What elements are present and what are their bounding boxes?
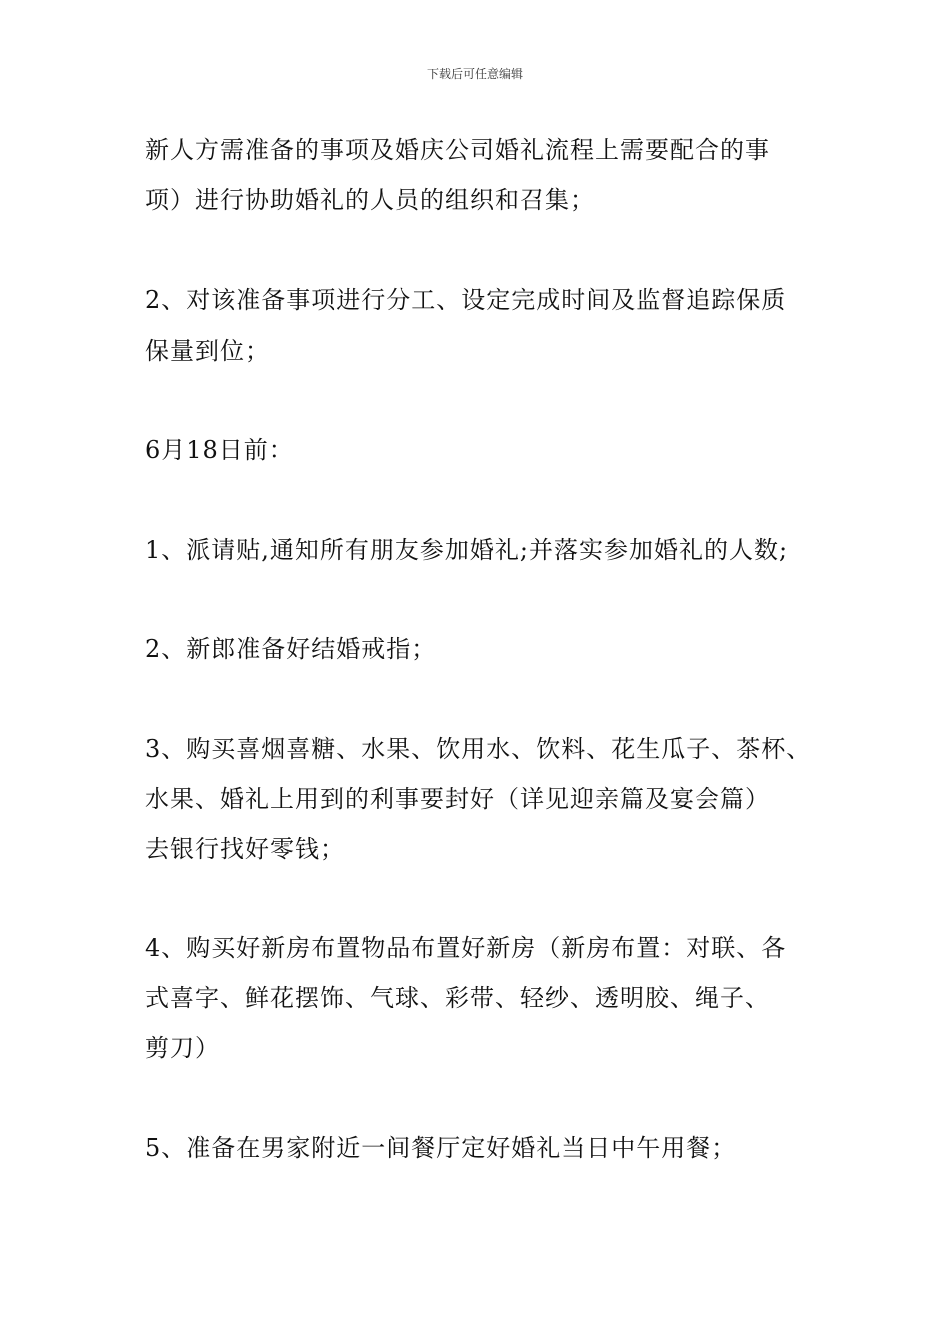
- paragraph-1-line-1: 新人方需准备的事项及婚庆公司婚礼流程上需要配合的事: [145, 136, 770, 164]
- paragraph-6-line-3: 去银行找好零钱；: [145, 835, 345, 863]
- paragraph-4-line-1: 1、派请贴,通知所有朋友参加婚礼;并落实参加婚礼的人数;: [145, 536, 789, 564]
- page-header: 下载后可任意编辑: [426, 67, 523, 81]
- paragraph-3-line-1: 6月18日前：: [145, 436, 294, 464]
- paragraph-6-line-1: 3、购买喜烟喜糖、水果、饮用水、饮料、花生瓜子、茶杯、: [145, 735, 812, 763]
- paragraph-7-line-2: 式喜字、鲜花摆饰、气球、彩带、轻纱、透明胶、绳子、: [145, 984, 770, 1012]
- paragraph-2-line-2: 保量到位；: [145, 337, 270, 365]
- paragraph-2-line-1: 2、对该准备事项进行分工、设定完成时间及监督追踪保质: [145, 286, 787, 314]
- paragraph-5-line-1: 2、新郎准备好结婚戒指；: [145, 635, 437, 663]
- paragraph-8-line-1: 5、准备在男家附近一间餐厅定好婚礼当日中午用餐；: [145, 1134, 737, 1162]
- paragraph-6-line-2: 水果、婚礼上用到的利事要封好（详见迎亲篇及宴会篇）: [145, 785, 770, 813]
- paragraph-1-line-2: 项）进行协助婚礼的人员的组织和召集；: [145, 186, 595, 214]
- paragraph-7-line-3: 剪刀）: [145, 1034, 220, 1062]
- paragraph-7-line-1: 4、购买好新房布置物品布置好新房（新房布置：对联、各: [145, 934, 787, 962]
